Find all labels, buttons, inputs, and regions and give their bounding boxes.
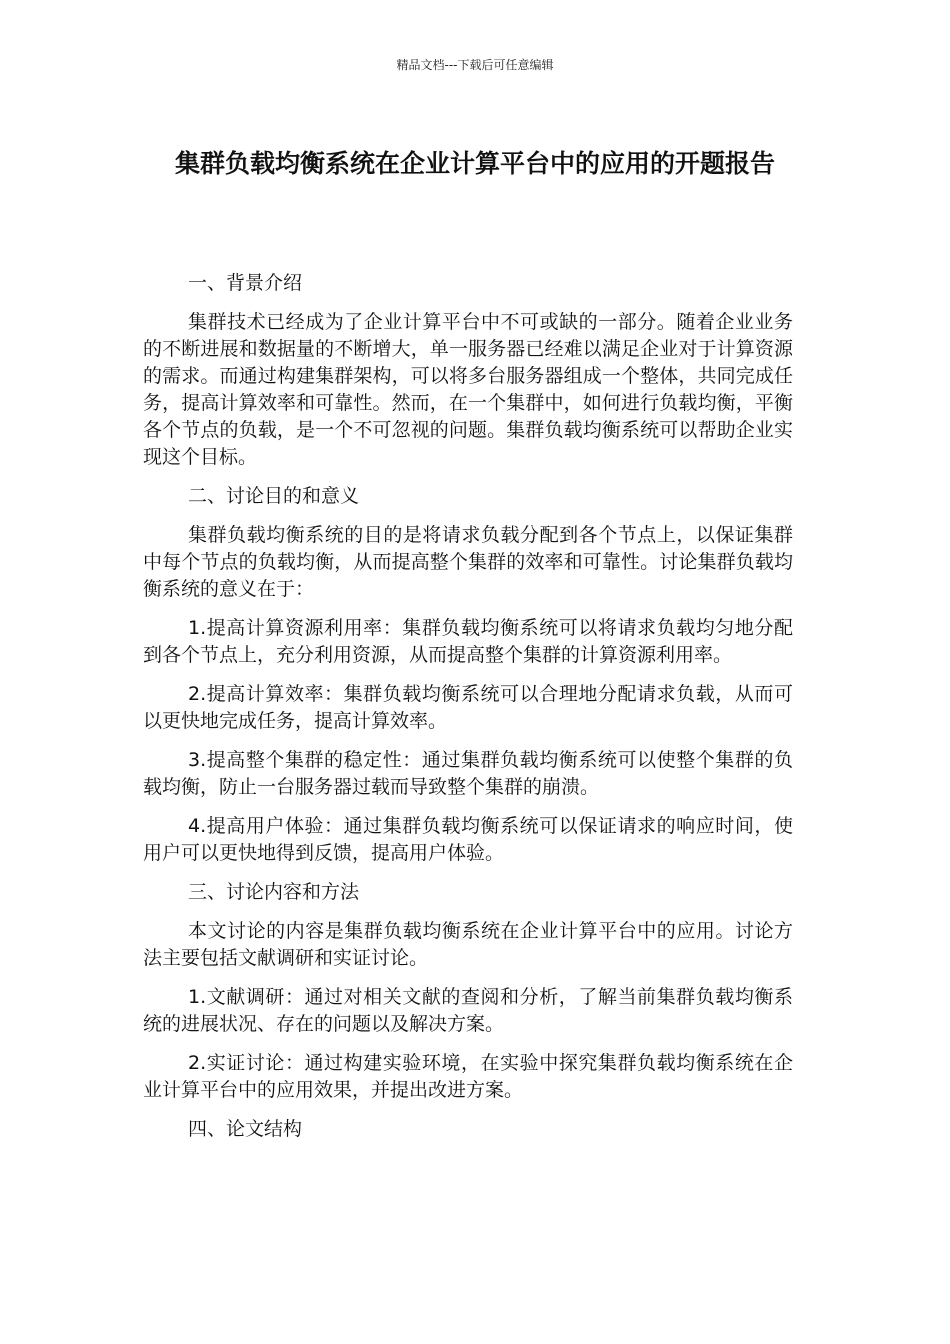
page-header: 精品文档---下载后可任意编辑 bbox=[396, 58, 554, 72]
list-item: 1.提高计算资源利用率：集群负载均衡系统可以将请求负载均匀地分配到各个节点上，充分利用资源，从而提高整个集群的计算资源利用率。 bbox=[143, 617, 793, 666]
section-heading-background: 一、背景介绍 bbox=[188, 272, 303, 294]
section-heading-content-methods: 三、讨论内容和方法 bbox=[188, 881, 360, 903]
list-item: 2.提高计算效率：集群负载均衡系统可以合理地分配请求负载，从而可以更快地完成任务，提高计算效率。 bbox=[143, 683, 793, 732]
list-item: 2.实证讨论：通过构建实验环境，在实验中探究集群负载均衡系统在企业计算平台中的应用效果，并提出改进方案。 bbox=[143, 1052, 793, 1101]
paragraph: 本文讨论的内容是集群负载均衡系统在企业计算平台中的应用。讨论方法主要包括文献调研和实证讨论。 bbox=[143, 920, 793, 969]
list-item: 1.文献调研：通过对相关文献的查阅和分析，了解当前集群负载均衡系统的进展状况、存在的问题以及解决方案。 bbox=[143, 986, 793, 1035]
document-body bbox=[143, 270, 793, 1155]
section-heading-purpose: 二、讨论目的和意义 bbox=[188, 485, 360, 507]
section-heading-structure: 四、论文结构 bbox=[188, 1118, 303, 1140]
paragraph: 集群负载均衡系统的目的是将请求负载分配到各个节点上，以保证集群中每个节点的负载均衡，从而提高整个集群的效率和可靠性。讨论集群负载均衡系统的意义在于： bbox=[143, 524, 793, 600]
document-title: 集群负载均衡系统在企业计算平台中的应用的开题报告 bbox=[174, 149, 775, 178]
paragraph: 集群技术已经成为了企业计算平台中不可或缺的一部分。随着企业业务的不断进展和数据量的不断增大，单一服务器已经难以满足企业对于计算资源的需求。而通过构建集群架构，可以将多台服务器组成一个整体，共同完成任务，提高计算效率和可靠性。然而，在一个集群中，如何进行负载均衡，平衡各个节点的负载，是一个不可忽视的问题。集群负载均衡系统可以帮助企业实现这个目标。 bbox=[143, 311, 793, 468]
list-item: 3.提高整个集群的稳定性：通过集群负载均衡系统可以使整个集群的负载均衡，防止一台服务器过载而导致整个集群的崩溃。 bbox=[143, 749, 793, 798]
list-item: 4.提高用户体验：通过集群负载均衡系统可以保证请求的响应时间，使用户可以更快地得到反馈，提高用户体验。 bbox=[143, 815, 793, 864]
